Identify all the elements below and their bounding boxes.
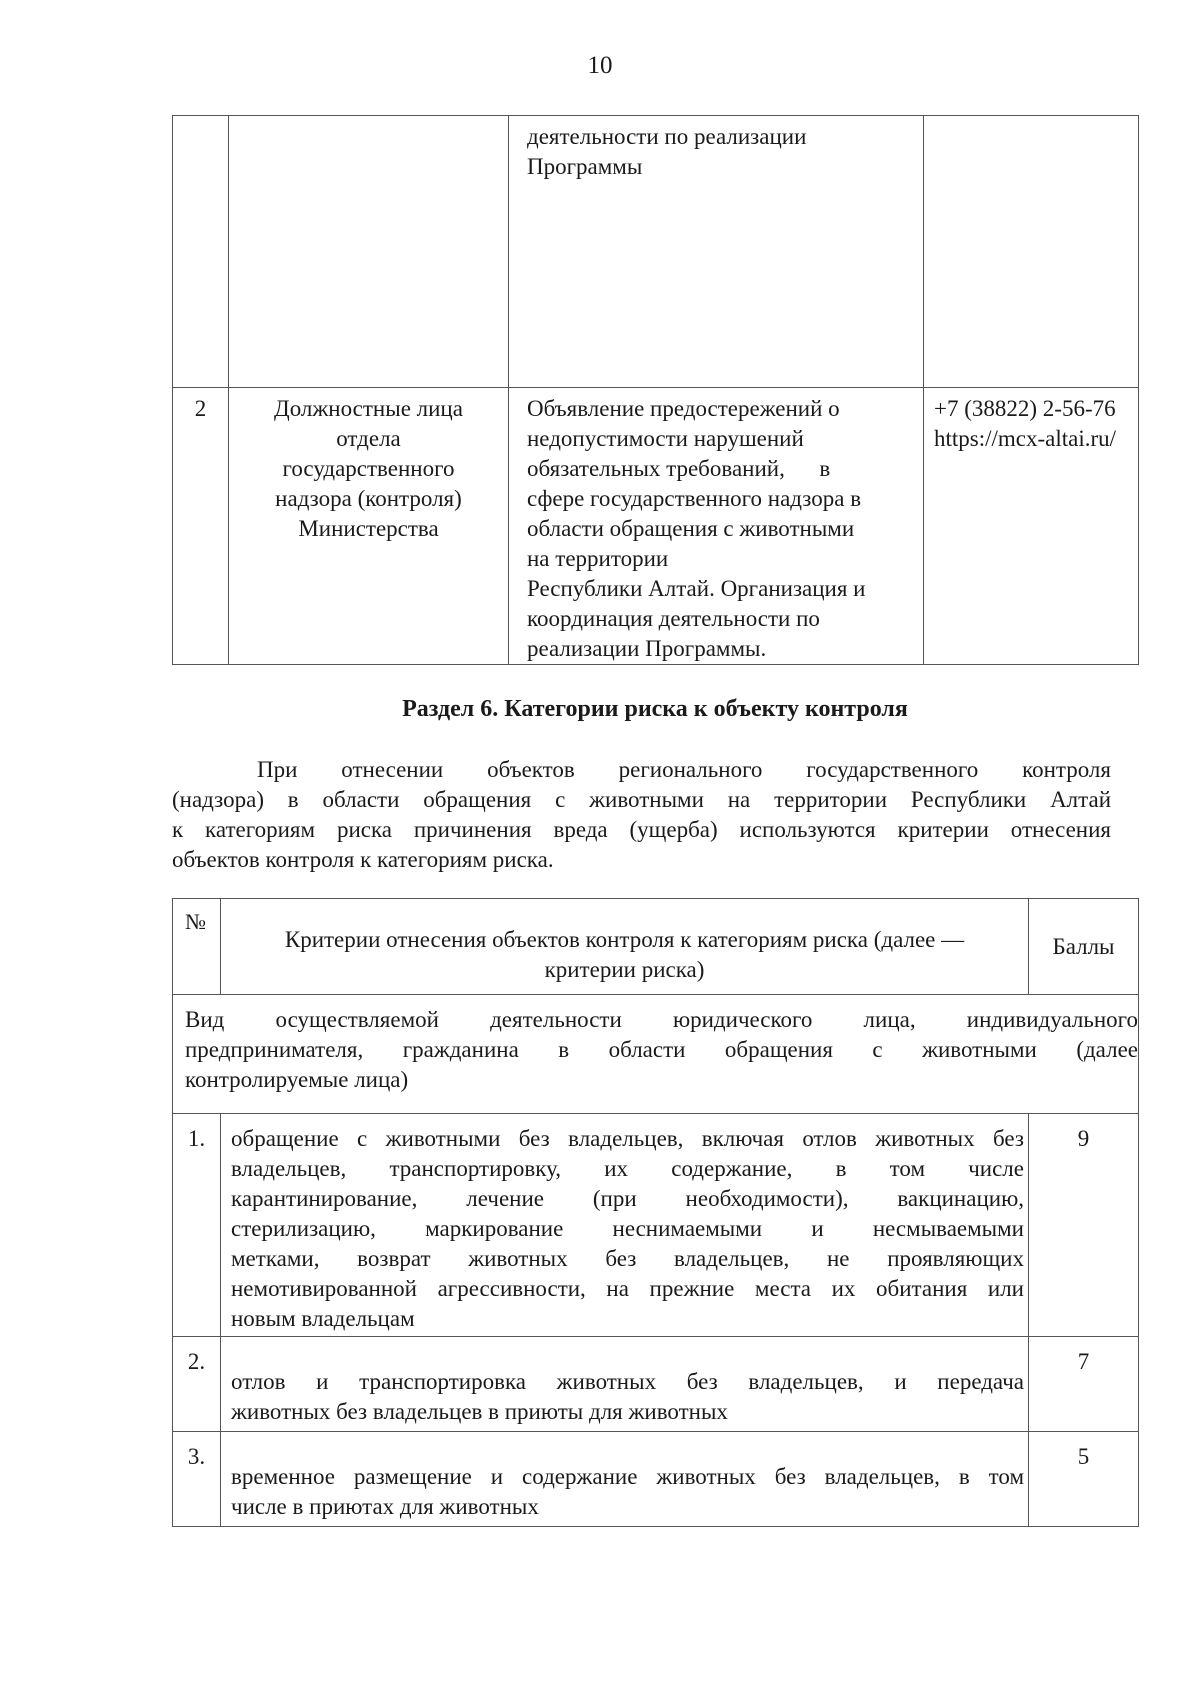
responsible-line: надзора (контроля) (275, 486, 462, 511)
table-header-row (173, 899, 1139, 995)
header-criteria-line: критерии риска) (544, 957, 705, 982)
intro-line: к категориям риска причинения вреда (ущерба) используются критерии отнесения (172, 817, 1111, 842)
criterion-text (221, 1432, 1029, 1527)
contacts-cell (924, 116, 1139, 388)
criterion-line: обращение с животными без владельцев, включая отлов животных без (231, 1126, 1024, 1151)
criterion-line: животных без владельцев в приюты для животных (231, 1399, 728, 1424)
table-row (173, 116, 1139, 388)
activity-cell (509, 388, 924, 665)
activity-line: недопустимости нарушений (527, 426, 804, 451)
risk-criteria-table (172, 898, 1139, 1527)
table-row (173, 388, 1139, 665)
page-number: 10 (587, 52, 613, 79)
responsible-cell (229, 116, 509, 388)
row-number: 3. (173, 1432, 221, 1527)
criterion-line: метками, возврат животных без владельцев, не проявляющих (231, 1246, 1024, 1271)
activity-line: сфере государственного надзора в (527, 486, 862, 511)
responsible-cell (229, 388, 509, 665)
header-criteria-line: Критерии отнесения объектов контроля к категориям риска (далее — (284, 927, 965, 952)
row-number (173, 116, 229, 388)
activity-line: деятельности по реализации (527, 124, 807, 149)
criterion-points: 7 (1029, 1337, 1139, 1432)
activity-line: области обращения с животными (527, 516, 855, 541)
responsible-line: Должностные лица (274, 396, 463, 421)
intro-line: объектов контроля к категориям риска. (172, 847, 554, 872)
criterion-text (221, 1337, 1029, 1432)
table-row (173, 1337, 1139, 1432)
activity-line: Республики Алтай. Организация и (527, 576, 866, 601)
section-title: Раздел 6. Категории риска к объекту контроля (402, 696, 908, 722)
website-link[interactable]: https://mcx-altai.ru/ (934, 426, 1117, 451)
phone-number: +7 (38822) 2-56-76 (934, 396, 1116, 421)
group-row (173, 995, 1139, 1114)
responsible-line: отдела (336, 426, 401, 451)
criterion-text (221, 1114, 1029, 1337)
header-points: Баллы (1029, 899, 1139, 995)
row-number: 2. (173, 1337, 221, 1432)
responsibility-table (172, 115, 1139, 665)
criterion-line: карантинирование, лечение (при необходимости), вакцинацию, (231, 1186, 1024, 1211)
row-number: 1. (173, 1114, 221, 1337)
activity-cell (509, 116, 924, 388)
criterion-line: числе в приютах для животных (231, 1494, 539, 1519)
group-heading (173, 995, 1139, 1114)
activity-line: координация деятельности по (527, 606, 820, 631)
table-row (173, 1114, 1139, 1337)
group-line: Вид осуществляемой деятельности юридического лица, индивидуального (185, 1007, 1138, 1032)
table-row (173, 1432, 1139, 1527)
activity-line: обязательных требований, в (527, 456, 831, 481)
row-number: 2 (173, 388, 229, 665)
intro-line: (надзора) в области обращения с животными на территории Республики Алтай (172, 787, 1111, 812)
criterion-line: новым владельцам (231, 1306, 415, 1331)
group-line: контролируемые лица) (185, 1067, 409, 1092)
group-line: предпринимателя, гражданина в области обращения с животными (далее (185, 1037, 1138, 1062)
criterion-line: немотивированной агрессивности, на прежние места их обитания или (231, 1276, 1024, 1301)
intro-paragraph (172, 755, 1111, 875)
criterion-line: временное размещение и содержание животных без владельцев, в том (231, 1464, 1024, 1489)
header-number: № (173, 899, 221, 995)
responsible-line: государственного (282, 456, 455, 481)
activity-line: Программы (527, 154, 643, 179)
criterion-line: стерилизацию, маркирование неснимаемыми и несмываемыми (231, 1216, 1024, 1241)
criterion-line: отлов и транспортировка животных без владельцев, и передача (231, 1369, 1024, 1394)
activity-line: реализации Программы. (527, 636, 767, 661)
criterion-points: 5 (1029, 1432, 1139, 1527)
responsible-line: Министерства (298, 516, 439, 541)
criterion-line: владельцев, транспортировку, их содержание, в том числе (231, 1156, 1024, 1181)
header-criteria (221, 899, 1029, 995)
activity-line: на территории (527, 546, 669, 571)
intro-line: При отнесении объектов регионального государственного контроля (257, 757, 1111, 782)
criterion-points: 9 (1029, 1114, 1139, 1337)
contacts-cell (924, 388, 1139, 665)
activity-line: Объявление предостережений о (527, 396, 840, 421)
